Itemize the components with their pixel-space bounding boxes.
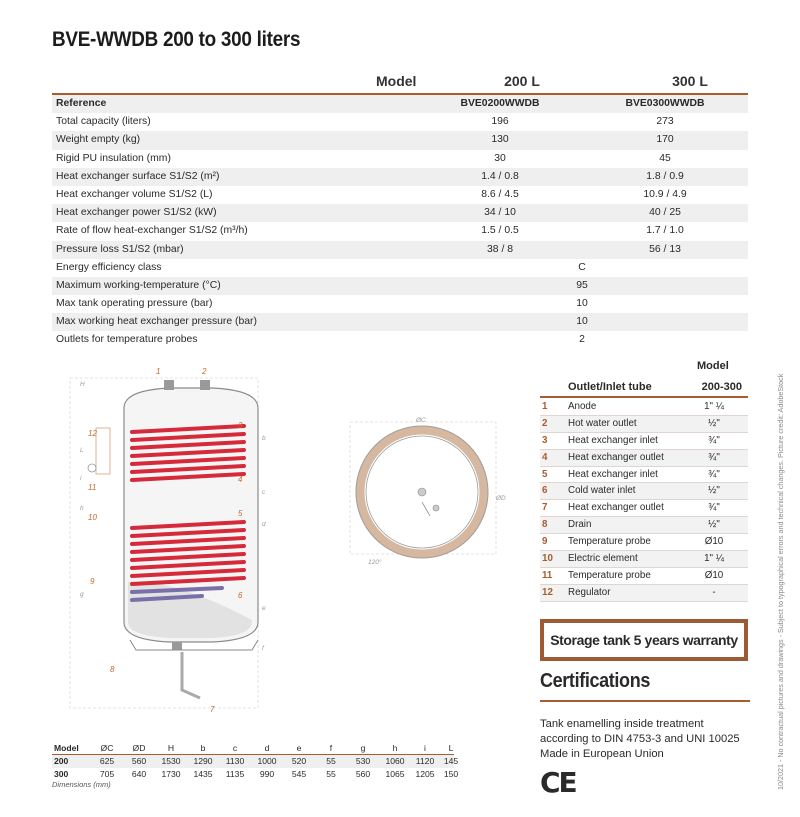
outlet-number: 11 [542,569,553,581]
certifications-text: Tank enamelling inside treatment according to DIN 4753-3 and UNI 10025 Made in European Union [540,718,740,760]
spec-row [52,222,748,240]
spec-label: Pressure loss S1/S2 (mbar) [56,243,184,255]
tank-top-view [350,422,496,558]
dim-c: c [262,489,266,496]
tank-drawing [52,360,522,738]
spec-value-200: 130 [491,134,509,146]
dimensions-cell: 1000 [257,756,277,766]
dimensions-cell: 560 [131,756,147,766]
dimensions-cell: h [392,743,398,753]
spec-common-value: 10 [576,298,588,310]
side-disclaimer: 10/2021 - No contractual pictures and drawings - Subject to typographical errors and technical changes. Picture credit: AdobeStock [776,373,785,790]
drain-pipe [182,652,200,698]
warranty-badge: Storage tank 5 years warranty [540,619,748,661]
spec-label: Energy efficiency class [56,261,162,273]
dimensions-cell: 55 [326,769,336,779]
dimensions-cell: 1065 [385,769,405,779]
spec-label: Max working heat exchanger pressure (bar) [56,316,257,328]
spec-value-300: BVE0300WWDB [625,98,705,109]
spec-value-200: 30 [494,152,506,164]
outlet-size: ¾" [708,502,720,514]
spec-value-300: 1.7 / 1.0 [646,225,684,237]
outlet-row [540,568,748,585]
spec-row [52,131,748,149]
spec-row [52,204,748,222]
spec-label: Heat exchanger volume S1/S2 (L) [56,188,213,200]
ce-mark-icon: CE [540,766,576,799]
spec-label: Outlets for temperature probes [56,334,198,346]
outlets-model-label: Model [697,360,729,372]
dimensions-cell: 1290 [193,756,213,766]
dimensions-cell: Model [54,743,79,753]
dimensions-cell: 1060 [385,756,405,766]
outlets-header-name: Outlet/Inlet tube [568,381,652,393]
spec-row [52,186,748,204]
dimensions-cell: 300 [54,769,69,779]
dimensions-cell: 1530 [161,756,181,766]
outlet-name: Drain [568,519,592,531]
spec-value-200: 38 / 8 [487,243,513,255]
outlet-number: 1 [542,401,548,412]
dim-h2: h [80,505,84,512]
outlet-size: ¾" [708,434,720,446]
certifications-divider [540,700,750,702]
dimensions-cell: 520 [291,756,307,766]
outlet-name: Temperature probe [568,536,651,548]
dimensions-cell: ØD [132,743,146,753]
page-title: BVE-WWDB 200 to 300 liters [52,28,301,51]
column-300l: 300 L [672,73,708,89]
spec-common-value: 95 [576,279,588,291]
spec-row [52,277,748,295]
dimensions-cell: 625 [99,756,115,766]
outlet-size: Ø10 [704,569,724,581]
spec-row [52,313,748,331]
outlet-row [540,500,748,517]
outlet-name: Temperature probe [568,569,651,581]
outlet-row [540,483,748,500]
dimensions-row [52,755,459,768]
outlet-row [540,585,748,602]
callout-5: 5 [238,509,243,518]
outlet-number: 9 [542,536,548,548]
spec-row [52,95,748,113]
spec-value-300: 1.8 / 0.9 [646,170,684,182]
dimensions-row [52,768,459,781]
dimensions-cell: 1435 [193,769,213,779]
fitting-8 [172,642,182,650]
regulator [96,428,110,474]
dimensions-note: Dimensions (mm) [52,780,111,789]
callout-11: 11 [88,483,97,492]
spec-label: Rate of flow heat-exchanger S1/S2 (m³/h) [56,225,248,237]
outlet-name: Anode [568,401,597,412]
outlet-row [540,433,748,450]
spec-label: Max tank operating pressure (bar) [56,298,213,310]
dim-i: i [80,475,82,482]
spec-value-300: 273 [656,116,674,128]
dim-e: e [262,605,266,612]
outlet-row [540,551,748,568]
dim-angle: 120° [368,559,382,566]
dimensions-cell: 1120 [415,756,435,766]
spec-row [52,295,748,313]
spec-label: Total capacity (liters) [56,116,151,128]
spec-label: Heat exchanger power S1/S2 (kW) [56,207,217,219]
dimensions-cell: 145 [443,756,459,766]
outlet-number: 5 [542,468,548,480]
spec-row [52,168,748,186]
callout-2: 2 [202,367,207,376]
fitting-2 [200,380,210,390]
outlet-size: ¾" [708,451,720,463]
probe-gauge [88,464,96,472]
dimensions-cell: 545 [291,769,307,779]
outlet-number: 3 [542,434,548,446]
spec-value-300: 56 / 13 [649,243,681,255]
dim-d: d [262,521,266,528]
spec-common-value: 2 [579,334,585,346]
spec-value-200: 8.6 / 4.5 [481,188,519,200]
outlet-size: ¾" [708,468,720,480]
callout-1: 1 [156,367,161,376]
spec-common-value: C [578,261,586,273]
column-200l: 200 L [504,73,540,89]
dim-od: ØD [496,495,506,502]
outlets-table [540,399,748,602]
dimensions-cell: H [167,743,175,753]
spec-value-200: BVE0200WWDB [460,98,540,109]
dimensions-cell: c [232,743,238,753]
dimensions-cell: b [200,743,206,753]
outlet-name: Heat exchanger outlet [568,451,664,463]
callout-9: 9 [90,577,95,586]
dim-b: b [262,435,266,442]
outlet-row [540,467,748,484]
dimensions-header-row [52,742,454,755]
outlets-header-model: 200-300 [701,381,742,393]
spec-label: Heat exchanger surface S1/S2 (m²) [56,170,220,182]
dimensions-cell: 150 [443,769,459,779]
spec-label: Weight empty (kg) [56,134,141,146]
spec-row [52,331,748,349]
dim-g: g [80,591,84,598]
outlet-number: 10 [542,553,553,565]
dimensions-cell: 990 [259,769,275,779]
spec-value-300: 40 / 25 [649,207,681,219]
dimensions-cell: 1205 [415,769,435,779]
outlet-name: Regulator [568,586,611,598]
dimensions-cell: e [296,743,302,753]
spec-row [52,150,748,168]
dimensions-cell: d [264,743,270,753]
spec-common-value: 10 [576,316,588,328]
dimensions-cell: L [448,743,454,753]
spec-row [52,113,748,131]
dimensions-cell: 1730 [161,769,181,779]
spec-value-200: 1.5 / 0.5 [481,225,519,237]
dimensions-cell: 200 [54,756,69,766]
spec-value-200: 1.4 / 0.8 [481,170,519,182]
dimensions-cell: 55 [326,756,336,766]
dimensions-cell: 1135 [225,769,245,779]
dim-h: H [80,381,85,388]
outlet-number: 12 [542,586,553,598]
outlet-size: ½" [708,519,720,531]
outlets-header [540,381,748,398]
spec-row [52,241,748,259]
callout-7: 7 [210,705,215,714]
fitting-1 [164,380,174,390]
dim-f: f [262,645,264,652]
dimensions-cell: g [360,743,366,753]
spec-value-300: 45 [659,152,671,164]
callout-12: 12 [88,429,97,438]
callout-6: 6 [238,591,243,600]
dimensions-cell: 640 [131,769,147,779]
outlet-row [540,517,748,534]
outlet-size: 1" ¼ [704,401,724,412]
spec-table [52,93,748,350]
outlet-row [540,450,748,467]
outlet-row [540,416,748,433]
outlet-row [540,399,748,416]
spec-value-300: 10.9 / 4.9 [643,188,687,200]
outlet-size: ½" [708,417,720,429]
dimensions-table [52,742,459,781]
outlet-number: 2 [542,417,548,429]
dimensions-cell: 1130 [225,756,245,766]
outlet-number: 6 [542,485,548,497]
outlet-size: - [712,586,716,598]
spec-label: Reference [56,98,107,109]
outlet-size: Ø10 [704,536,724,548]
spec-value-300: 170 [656,134,674,146]
dimensions-cell: 560 [355,769,371,779]
outlet-name: Heat exchanger outlet [568,502,664,514]
certifications-title: Certifications [540,670,650,692]
spec-label: Rigid PU insulation (mm) [56,152,171,164]
dimensions-cell: ØC [100,743,114,753]
spec-row [52,259,748,277]
dimensions-cell: i [424,743,426,753]
dim-l: L [80,447,84,454]
spec-table-header [52,73,748,93]
outlet-size: 1" ¼ [704,553,724,565]
outlet-name: Heat exchanger inlet [568,434,658,446]
dimensions-cell: 705 [99,769,115,779]
model-label: Model [376,73,417,89]
dim-oc: ØC [416,417,426,424]
outlet-number: 7 [542,502,548,514]
outlet-name: Heat exchanger inlet [568,468,658,480]
outlet-number: 8 [542,519,548,531]
outlet-number: 4 [542,451,548,463]
outlet-row [540,534,748,551]
dimensions-cell: f [329,743,333,753]
spec-value-200: 196 [491,116,509,128]
spec-value-200: 34 / 10 [484,207,516,219]
callout-3: 3 [238,421,243,430]
outlet-name: Cold water inlet [568,485,636,497]
dimensions-cell: 530 [355,756,371,766]
outlet-name: Hot water outlet [568,417,637,429]
spec-label: Maximum working-temperature (°C) [56,279,221,291]
callout-4: 4 [238,475,243,484]
outlet-name: Electric element [568,553,638,565]
callout-10: 10 [88,513,97,522]
outlet-size: ½" [708,485,720,497]
callout-8: 8 [110,665,115,674]
